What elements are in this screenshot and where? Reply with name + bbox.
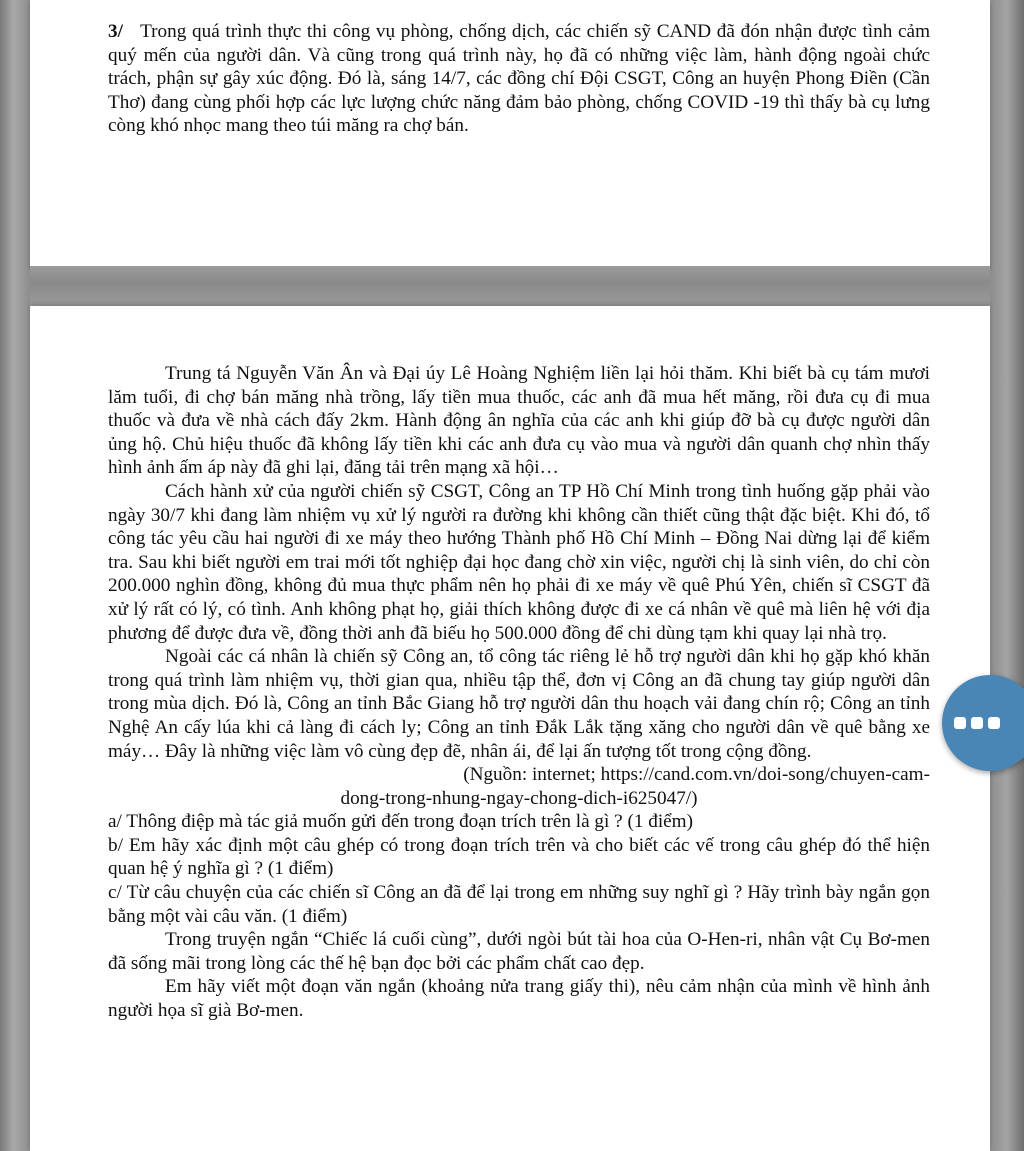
paragraph-2: Cách hành xử của người chiến sỹ CSGT, Công an TP Hồ Chí Minh trong tình huống gặp phải vào ngày 30/7 khi đang làm nhiệm vụ xử lý người ra đường khi không cần thiết cũng thật đặc biệt. Khi đó, tổ công tác yêu cầu hai người đi xe máy theo hướng Thành phố Hồ Chí Minh – Đồng Nai dừng lại để kiểm tra. Sau khi biết người em trai mới tốt nghiệp đại học đang chờ xin việc, người chị là sinh viên, do chỉ còn 200.000 nghìn đồng, không đủ mua thực phẩm nên họ phải đi xe máy về quê Phú Yên, chiến sĩ CSGT đã xử lý rất có lý, có tình. Anh không phạt họ, giải thích không được đi xe cá nhân về quê mà liên hệ với địa phương để được đưa về, đồng thời anh đã biếu họ 500.000 đồng để chi dùng tạm khi quay lại nhà trọ. xyxy=(108,480,930,644)
paragraph-story: Trong truyện ngắn “Chiếc lá cuối cùng”, dưới ngòi bút tài hoa của O-Hen-ri, nhân vật Cụ Bơ-men đã sống mãi trong lòng các thế hệ bạn đọc bởi các phẩm chất cao đẹp. xyxy=(108,929,930,974)
source-line-1: (Nguồn: internet; https://cand.com.vn/doi-song/chuyen-cam- xyxy=(463,764,930,786)
paragraph-3 xyxy=(108,20,930,138)
left-edge xyxy=(0,0,30,1151)
document-page-2 xyxy=(30,306,990,1151)
paragraph-3-text: Trong quá trình thực thi công vụ phòng, chống dịch, các chiến sỹ CAND đã đón nhận được tình cảm quý mến của người dân. Và cũng trong quá trình này, họ đã có những việc làm, hành động ngoài chức trách, phận sự gây xúc động. Đó là, sáng 14/7, các đồng chí Đội CSGT, Công an huyện Phong Điền (Cần Thơ) đang cùng phối hợp các lực lượng chức năng đảm bảo phòng, chống COVID -19 thì thấy bà cụ lưng còng khó nhọc mang theo túi măng ra chợ bán. xyxy=(108,21,930,137)
question-b: b/ Em hãy xác định một câu ghép có trong đoạn trích trên và cho biết các vế trong câu ghép đó thể hiện quan hệ ý nghĩa gì ? (1 điểm) xyxy=(108,834,930,880)
more-dots-icon xyxy=(971,717,983,729)
source-line-2: dong-trong-nhung-ngay-chong-dich-i625047/) xyxy=(340,787,698,809)
more-dots-icon xyxy=(988,717,1000,729)
question-a: a/ Thông điệp mà tác giả muốn gửi đến trong đoạn trích trên là gì ? (1 điểm) xyxy=(108,811,693,833)
paragraph-3-page2: Ngoài các cá nhân là chiến sỹ Công an, tổ công tác riêng lẻ hỗ trợ người dân khi họ gặp khó khăn trong quá trình làm nhiệm vụ, thời gian qua, nhiều tập thể, đơn vị Công an đã chung tay giúp người dân trong mùa dịch. Đó là, Công an tỉnh Bắc Giang hỗ trợ người dân thu hoạch vải đang chín rộ; Công an tỉnh Nghệ An cấy lúa khi cả làng đi cách ly; Công an tỉnh Đắk Lắk tặng xăng cho người dân về quê bằng xe máy… Đây là những việc làm vô cùng đẹp đẽ, nhân ái, để lại ấn tượng tốt trong cộng đồng. xyxy=(108,646,930,762)
question-c: c/ Từ câu chuyện của các chiến sĩ Công an đã để lại trong em những suy nghĩ gì ? Hãy trình bày ngắn gọn bằng một vài câu văn. (1 điểm) xyxy=(108,882,930,927)
right-edge xyxy=(990,0,1024,1151)
page-gap xyxy=(30,266,990,306)
more-dots-icon xyxy=(954,717,966,729)
paragraph-task: Em hãy viết một đoạn văn ngắn (khoảng nửa trang giấy thi), nêu cảm nhận của mình về hình ảnh người họa sĩ già Bơ-men. xyxy=(108,976,930,1022)
paragraph-number: 3/ xyxy=(108,21,123,42)
page-1-text xyxy=(108,20,930,138)
document-page-1 xyxy=(30,0,990,266)
page-2-text xyxy=(108,362,930,1023)
paragraph-1: Trung tá Nguyễn Văn Ân và Đại úy Lê Hoàng Nghiệm liền lại hỏi thăm. Khi biết bà cụ tám mươi lăm tuổi, đi chợ bán măng nhà trồng, lấy tiền mua thuốc, các anh đã mua hết măng, rồi đưa cụ đi mua thuốc và đưa về nhà cách đấy 2km. Hành động ân nghĩa của các anh khi giúp đỡ bà cụ được người dân ủng hộ. Chủ hiệu thuốc đã không lấy tiền khi các anh đưa cụ vào mua và người dân quanh chợ nhìn thấy hình ảnh ấm áp này đã ghi lại, đăng tải trên mạng xã hội… xyxy=(108,363,930,479)
